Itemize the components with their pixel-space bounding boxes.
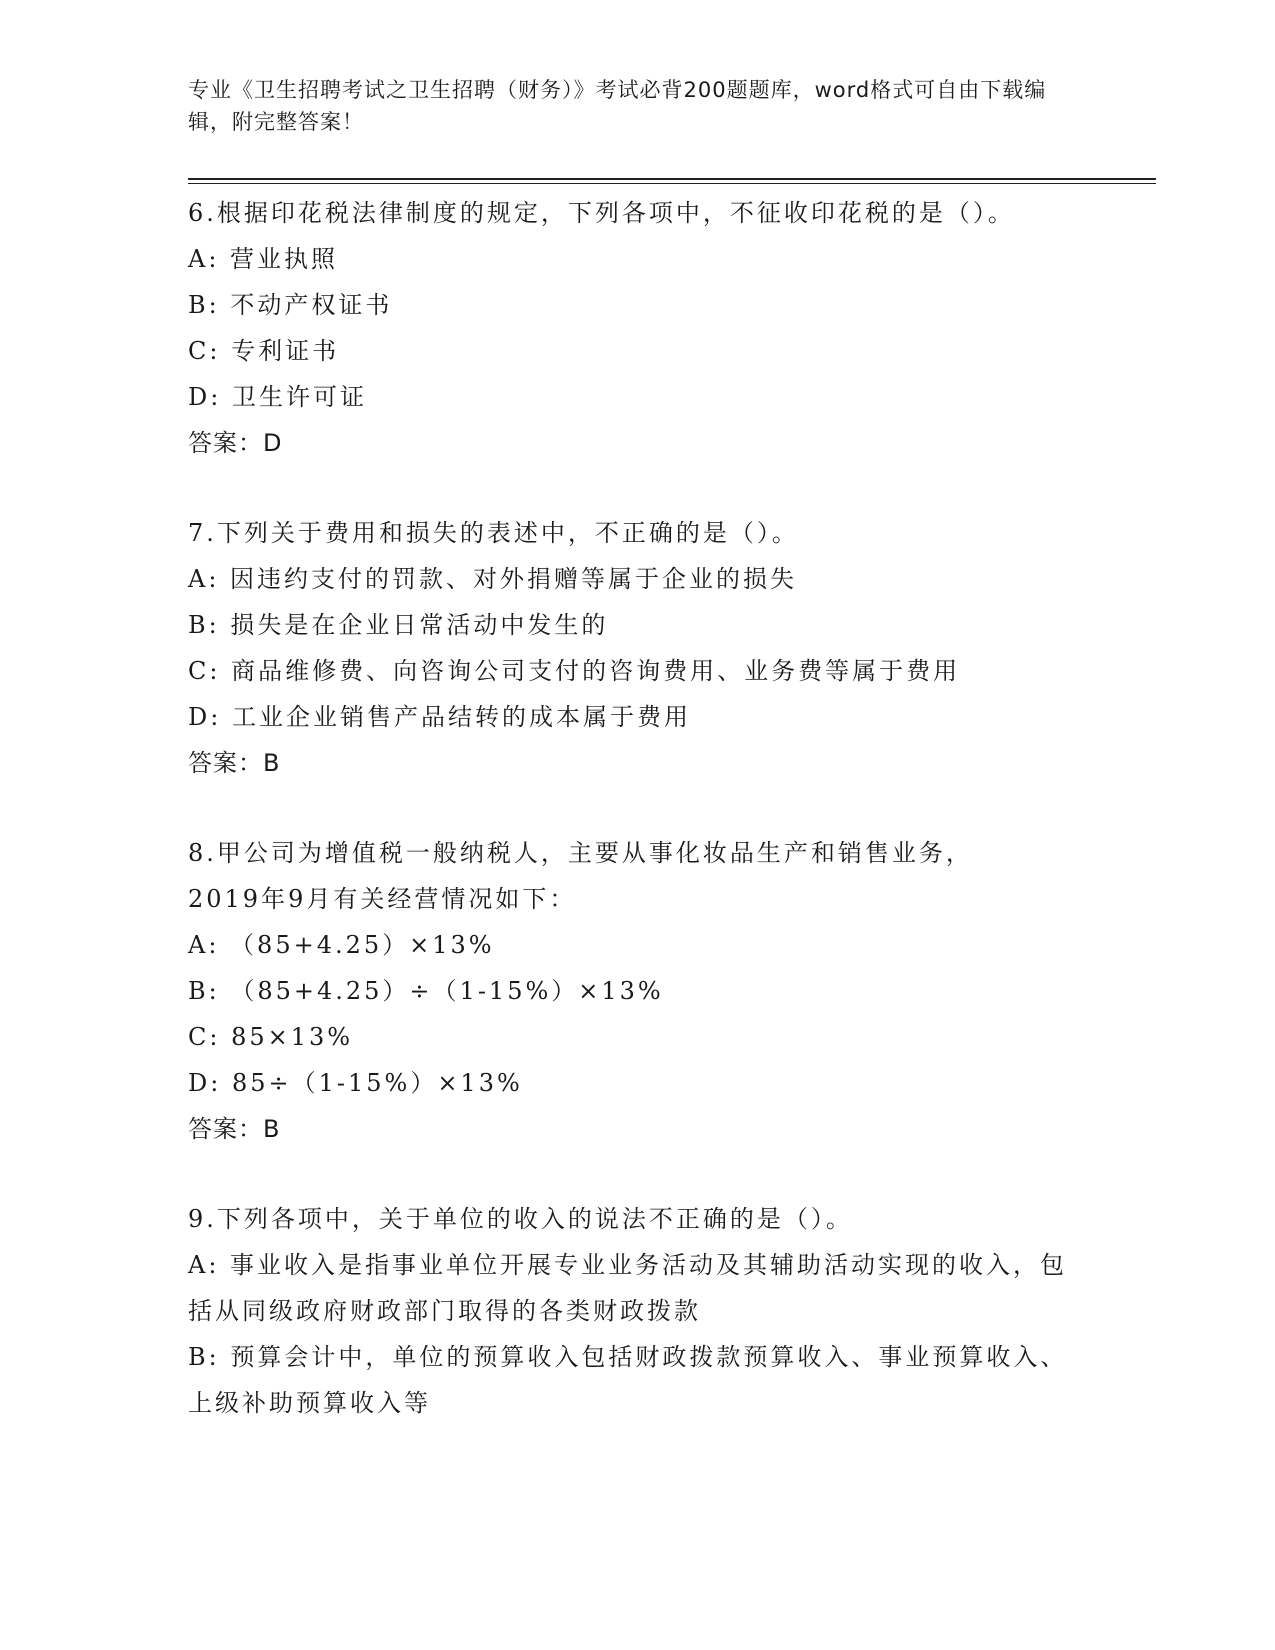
document-header: 专业《卫生招聘考试之卫生招聘（财务）》考试必背200题题库，word格式可自由下载编辑，附完整答案！ bbox=[188, 78, 1047, 134]
answer-label: 答案：D bbox=[188, 429, 283, 457]
question-stem: 8.甲公司为增值税一般纳税人，主要从事化妆品生产和销售业务，2019年9月有关经营情况如下： bbox=[188, 839, 973, 913]
question-stem: 7.下列关于费用和损失的表述中，不正确的是（）。 bbox=[188, 519, 799, 547]
option-d: D: 85÷（1-15%）×13% bbox=[188, 1069, 523, 1097]
option-a: A: 事业收入是指事业单位开展专业业务活动及其辅助活动实现的收入，包括从同级政府财政部门取得的各类财政拨款 bbox=[188, 1251, 1068, 1325]
option-a: A: （85+4.25）×13% bbox=[188, 931, 495, 959]
option-a: A: 营业执照 bbox=[188, 245, 339, 273]
answer-label: 答案：B bbox=[188, 1115, 281, 1143]
option-d: D: 卫生许可证 bbox=[188, 383, 367, 411]
header-divider-bottom bbox=[188, 183, 1156, 184]
answer-label: 答案：B bbox=[188, 749, 281, 777]
option-a: A: 因违约支付的罚款、对外捐赠等属于企业的损失 bbox=[188, 565, 798, 593]
question-7 bbox=[188, 510, 1088, 786]
question-8 bbox=[188, 830, 1088, 1152]
question-9 bbox=[188, 1196, 1088, 1426]
option-d: D: 工业企业销售产品结转的成本属于费用 bbox=[188, 703, 691, 731]
option-c: C: 商品维修费、向咨询公司支付的咨询费用、业务费等属于费用 bbox=[188, 657, 961, 685]
question-stem: 6.根据印花税法律制度的规定，下列各项中，不征收印花税的是（）。 bbox=[188, 199, 1015, 227]
option-b: B: 预算会计中，单位的预算收入包括财政拨款预算收入、事业预算收入、上级补助预算收入等 bbox=[188, 1343, 1068, 1417]
option-c: C: 85×13% bbox=[188, 1023, 354, 1051]
question-list bbox=[188, 190, 1088, 1426]
header-divider-top bbox=[188, 178, 1156, 180]
option-b: B: 损失是在企业日常活动中发生的 bbox=[188, 611, 609, 639]
option-b: B: （85+4.25）÷（1-15%）×13% bbox=[188, 977, 664, 1005]
option-b: B: 不动产权证书 bbox=[188, 291, 393, 319]
question-stem: 9.下列各项中，关于单位的收入的说法不正确的是（）。 bbox=[188, 1205, 853, 1233]
question-6 bbox=[188, 190, 1088, 466]
option-c: C: 专利证书 bbox=[188, 337, 340, 365]
